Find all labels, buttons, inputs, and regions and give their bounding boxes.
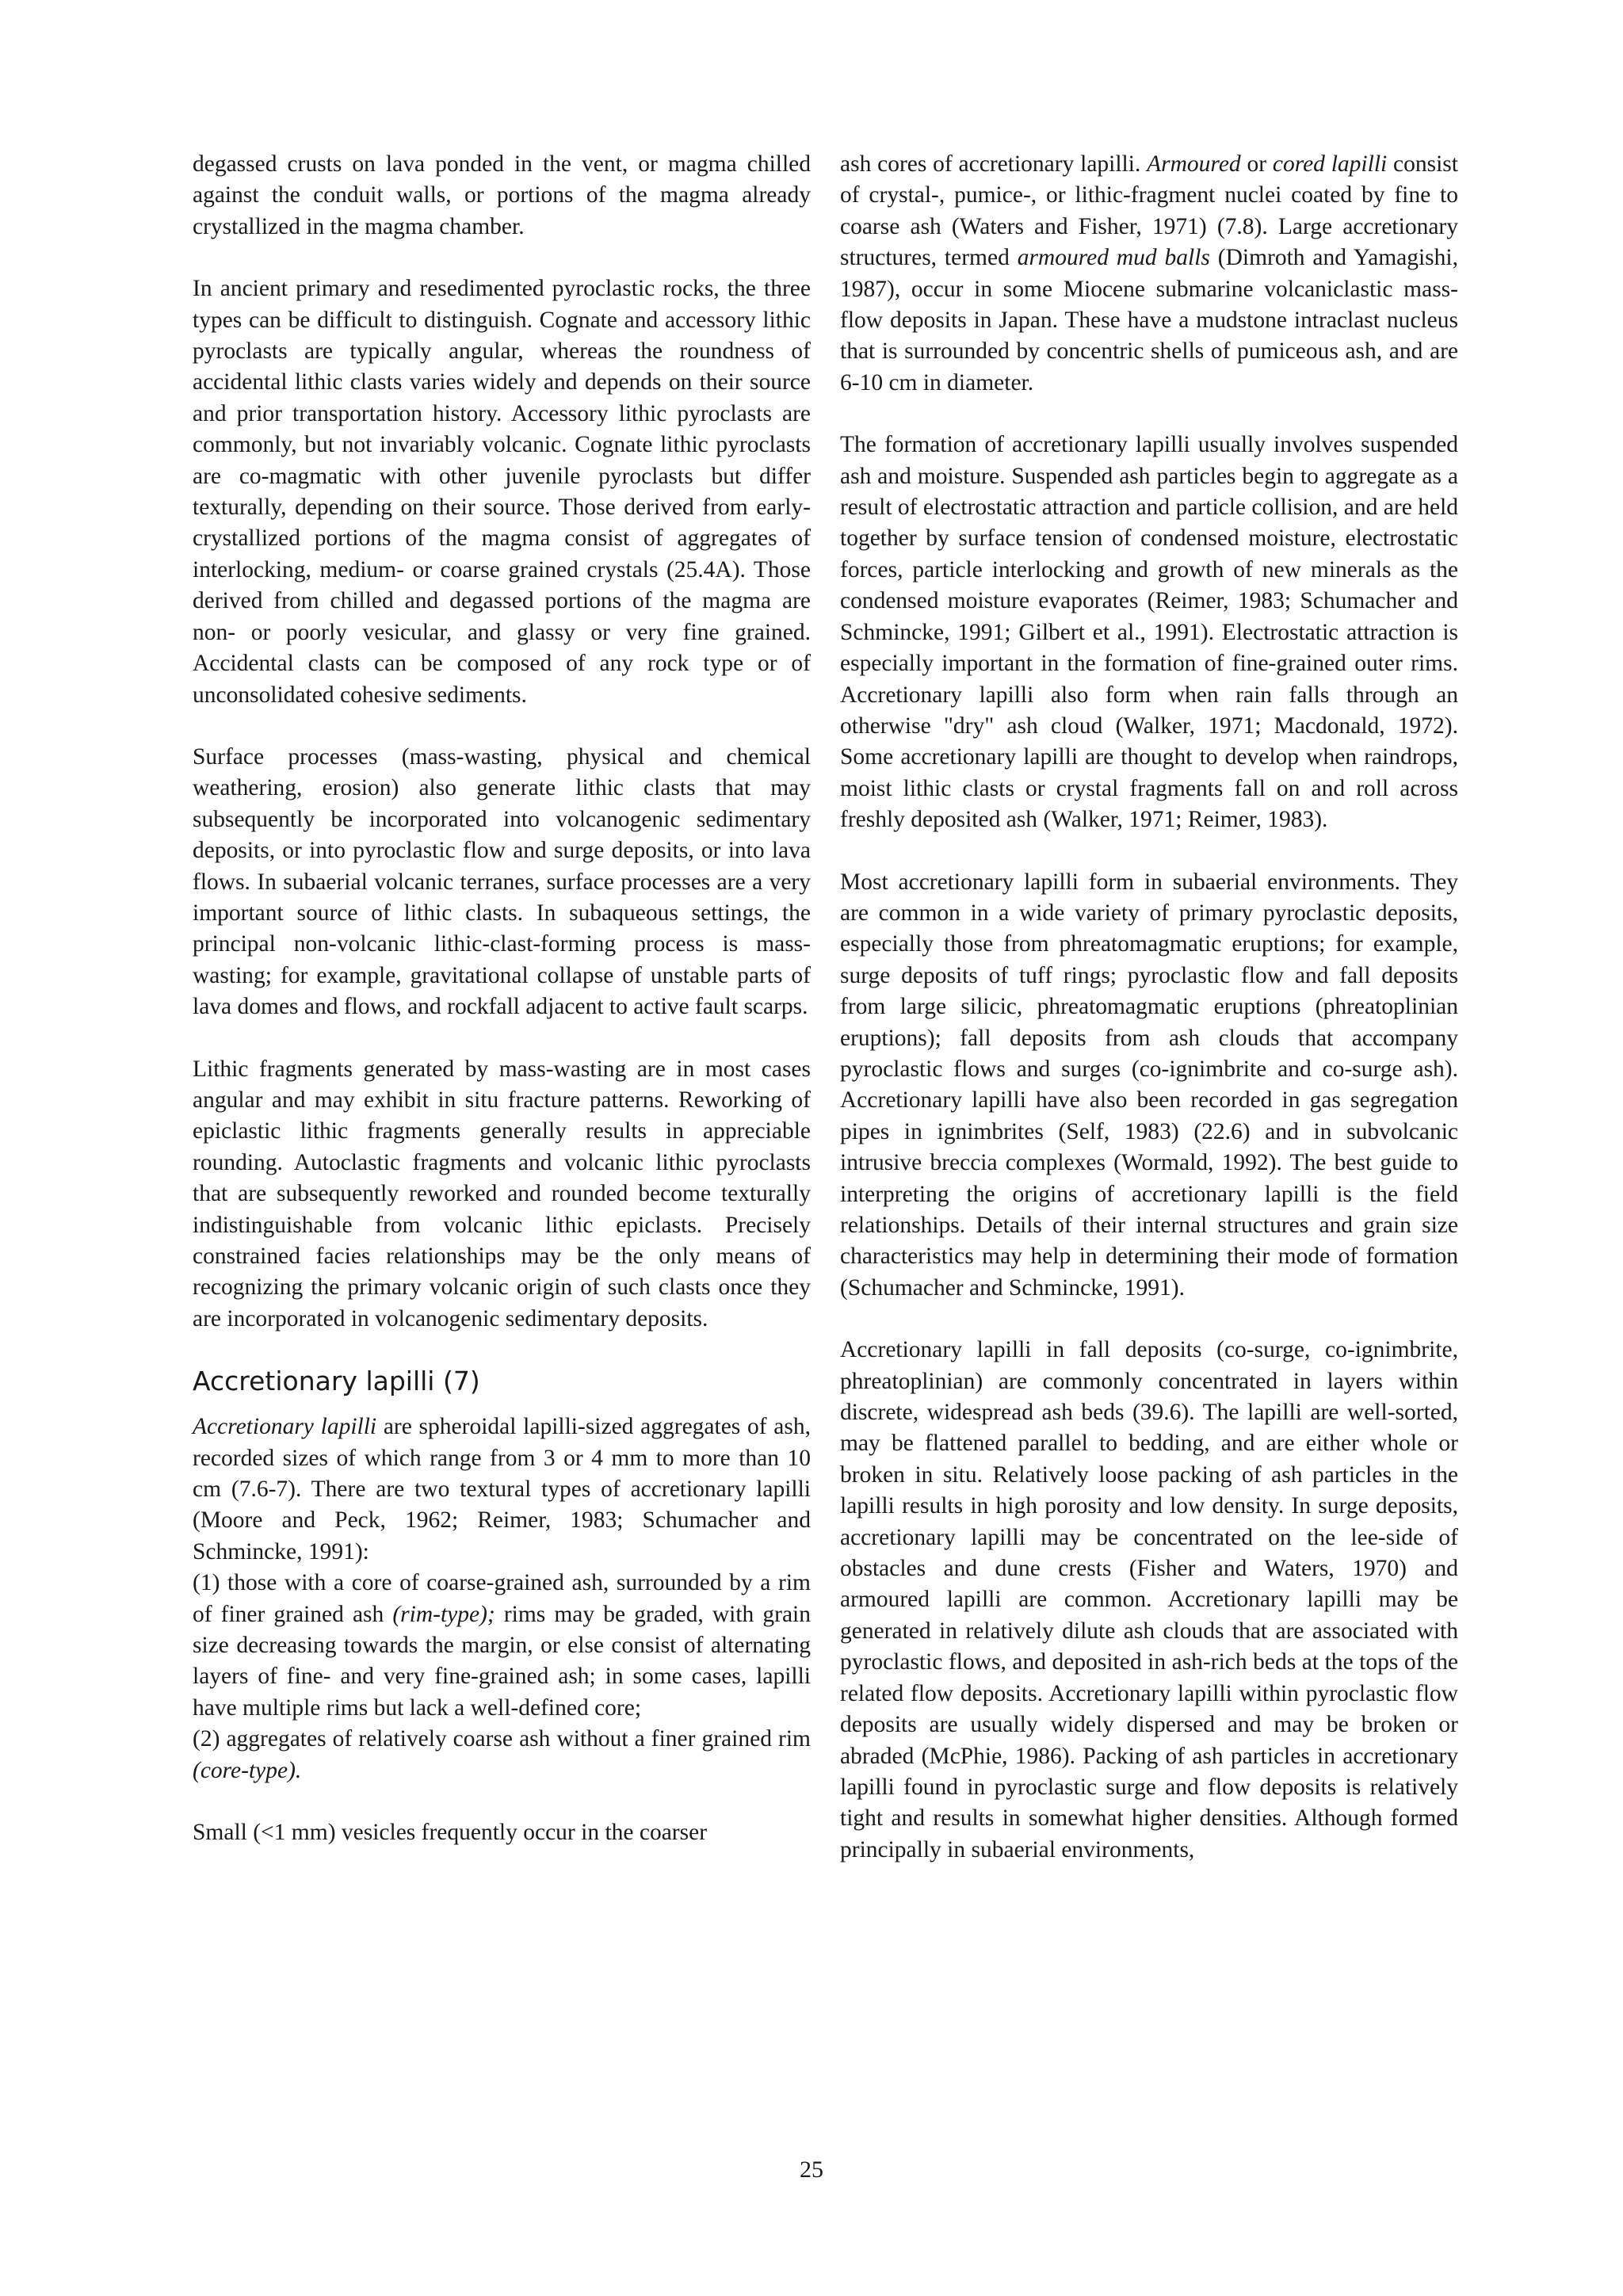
term-core-type: (core-type).: [193, 1757, 302, 1783]
paragraph-lithic-origins: degassed crusts on lava ponded in the vent, or magma chilled against the conduit walls, or portions of the magma already crystallized in the magma chamber.: [193, 151, 811, 239]
paragraph-lithic-types: In ancient primary and resedimented pyroclastic rocks, the three types can be difficult to distinguish. Cognate and accessory lithic pyroclasts are typically angular, whereas the roundness of accidental lithic clasts varies widely and depends on their source and prior transportation history. Accessory lithic pyroclasts are commonly, but not invariably volcanic. Cognate lithic pyroclasts are co-magmatic with other juvenile pyroclasts but differ texturally, depending on their source. Those derived from early-crystallized portions of the magma consist of aggregates of interlocking, medium- or coarse grained crystals (25.4A). Those derived from chilled and degassed portions of the magma are non- or poorly vesicular, and glassy or very fine grained. Accidental clasts can be composed of any rock type or of unconsolidated cohesive sediments.: [193, 276, 811, 708]
rim-type-text-a: (1) those with a core of coarse-grained ash, surrounded by a rim of finer grained ash: [193, 1570, 811, 1627]
term-accretionary-lapilli: Accretionary lapilli: [193, 1414, 377, 1440]
rim-type-text-b: rims may be graded, with grain size decreasing towards the margin, or else consist of alternating layers of fine- and very fine-grained ash; in some cases, lapilli have multiple rims but lack a well-defined core;: [193, 1601, 811, 1721]
paragraph-fall-deposits: Accretionary lapilli in fall deposits (co-surge, co-ignimbrite, phreatoplinian) are commonly concentrated in layers within discrete, widespread ash beds (39.6). The lapilli are well-sorted, may be flattened parallel to bedding, and are either whole or broken in situ. Relatively loose packing of ash particles in the lapilli results in high porosity and low density. In surge deposits, accretionary lapilli may be concentrated on the lee-side of obstacles and dune crests (Fisher and Waters, 1970) and armoured lapilli are common. Accretionary lapilli may be generated in relatively dilute ash clouds that are associated with pyroclastic flows, and deposited in ash-rich beds at the tops of the related flow deposits. Accretionary lapilli within pyroclastic flow deposits are usually widely dispersed and may be broken or abraded (McPhie, 1986). Packing of ash particles in accretionary lapilli found in pyroclastic surge and flow deposits is relatively tight and results in somewhat higher densities. Although formed principally in subaerial environments,: [840, 1337, 1458, 1862]
list-item-core-type: [193, 1724, 811, 1786]
term-rim-type: (rim-type);: [392, 1601, 495, 1627]
paragraph-formation: The formation of accretionary lapilli usually involves suspended ash and moisture. Suspended ash particles begin to aggregate as a result of electrostatic attraction and particle collision, and are held together by surface tension of condensed moisture, electrostatic forces, particle interlocking and growth of new minerals as the condensed moisture evaporates (Reimer, 1983; Schumacher and Schmincke, 1991; Gilbert et al., 1991). Electrostatic attraction is especially important in the formation of fine-grained outer rims. Accretionary lapilli also form when rain falls through an otherwise "dry" ash cloud (Walker, 1971; Macdonald, 1972). Some accretionary lapilli are thought to develop when raindrops, moist lithic clasts or crystal fragments fall on and roll across freshly deposited ash (Walker, 1971; Reimer, 1983).: [840, 432, 1458, 833]
term-armoured: Armoured: [1147, 151, 1241, 177]
right-column: [840, 149, 1458, 1866]
armoured-text-a: ash cores of accretionary lapilli.: [840, 151, 1148, 177]
paragraph-mass-wasting: Lithic fragments generated by mass-wasting are in most cases angular and may exhibit in situ fracture patterns. Reworking of epiclastic lithic fragments generally results in appreciable rounding. Autoclastic fragments and volcanic lithic pyroclasts that are subsequently reworked and rounded become texturally indistinguishable from volcanic lithic epiclasts. Precisely constrained facies relationships may be the only means of recognizing the primary volcanic origin of such clasts once they are incorporated in volcanogenic sedimentary deposits.: [193, 1056, 811, 1331]
definition-text: are spheroidal lapilli-sized aggregates of ash, recorded sizes of which range from 3 or 4 mm to more than 10 cm (7.6-7). There are two textural types of accretionary lapilli (Moore and Peck, 1962; Reimer, 1983; Schumacher and Schmincke, 1991):: [193, 1414, 811, 1564]
left-column: [193, 149, 811, 1849]
list-item-rim-type: [193, 1568, 811, 1724]
term-cored-lapilli: cored lapilli: [1272, 151, 1388, 177]
armoured-text-c: consist of crystal-, pumice-, or lithic-fragment nuclei coated by fine to coarse ash (Waters and Fisher, 1971) (7.8). Large accretionary structures, termed: [840, 151, 1458, 271]
section-heading-accretionary-lapilli: Accretionary lapilli (7): [193, 1366, 480, 1397]
armoured-text-d: (Dimroth and Yamagishi, 1987), occur in some Miocene submarine volcaniclastic mass-flow deposits in Japan. These have a mudstone intraclast nucleus that is surrounded by concentric shells of pumiceous ash, and are 6-10 cm in diameter.: [840, 245, 1458, 395]
page-number: 25: [800, 2157, 823, 2183]
paragraph-surface-processes: Surface processes (mass-wasting, physical and chemical weathering, erosion) also generate lithic clasts that may subsequently be incorporated into volcanogenic sedimentary deposits, or into pyroclastic flow and surge deposits, or into lava flows. In subaerial volcanic terranes, surface processes are a very important source of lithic clasts. In subaqueous settings, the principal non-volcanic lithic-clast-forming process is mass-wasting; for example, gravitational collapse of unstable parts of lava domes and flows, and rockfall adjacent to active fault scarps.: [193, 743, 811, 1020]
armoured-text-b: or: [1240, 151, 1273, 177]
paragraph-armoured-lapilli: [840, 149, 1458, 399]
term-armoured-mud-balls: armoured mud balls: [1017, 245, 1210, 271]
paragraph-subaerial-environments: Most accretionary lapilli form in subaerial environments. They are common in a wide variety of primary pyroclastic deposits, especially those from phreatomagmatic eruptions; for example, surge deposits of tuff rings; pyroclastic flow and fall deposits from large silicic, phreatomagmatic eruptions (phreatoplinian eruptions); fall deposits from ash clouds that accompany pyroclastic flows and surges (co-ignimbrite and co-surge ash). Accretionary lapilli have also been recorded in gas segregation pipes in ignimbrites (Self, 1983) (22.6) and in subvolcanic intrusive breccia complexes (Wormald, 1992). The best guide to interpreting the origins of accretionary lapilli is the field relationships. Details of their internal structures and grain size characteristics may help in determining their mode of formation (Schumacher and Schmincke, 1991).: [840, 869, 1458, 1301]
paragraph-accretionary-definition: [193, 1412, 811, 1568]
paragraph-vesicles: Small (<1 mm) vesicles frequently occur in the coarser: [193, 1820, 708, 1846]
core-type-text: (2) aggregates of relatively coarse ash without a finer grained rim: [193, 1726, 811, 1752]
